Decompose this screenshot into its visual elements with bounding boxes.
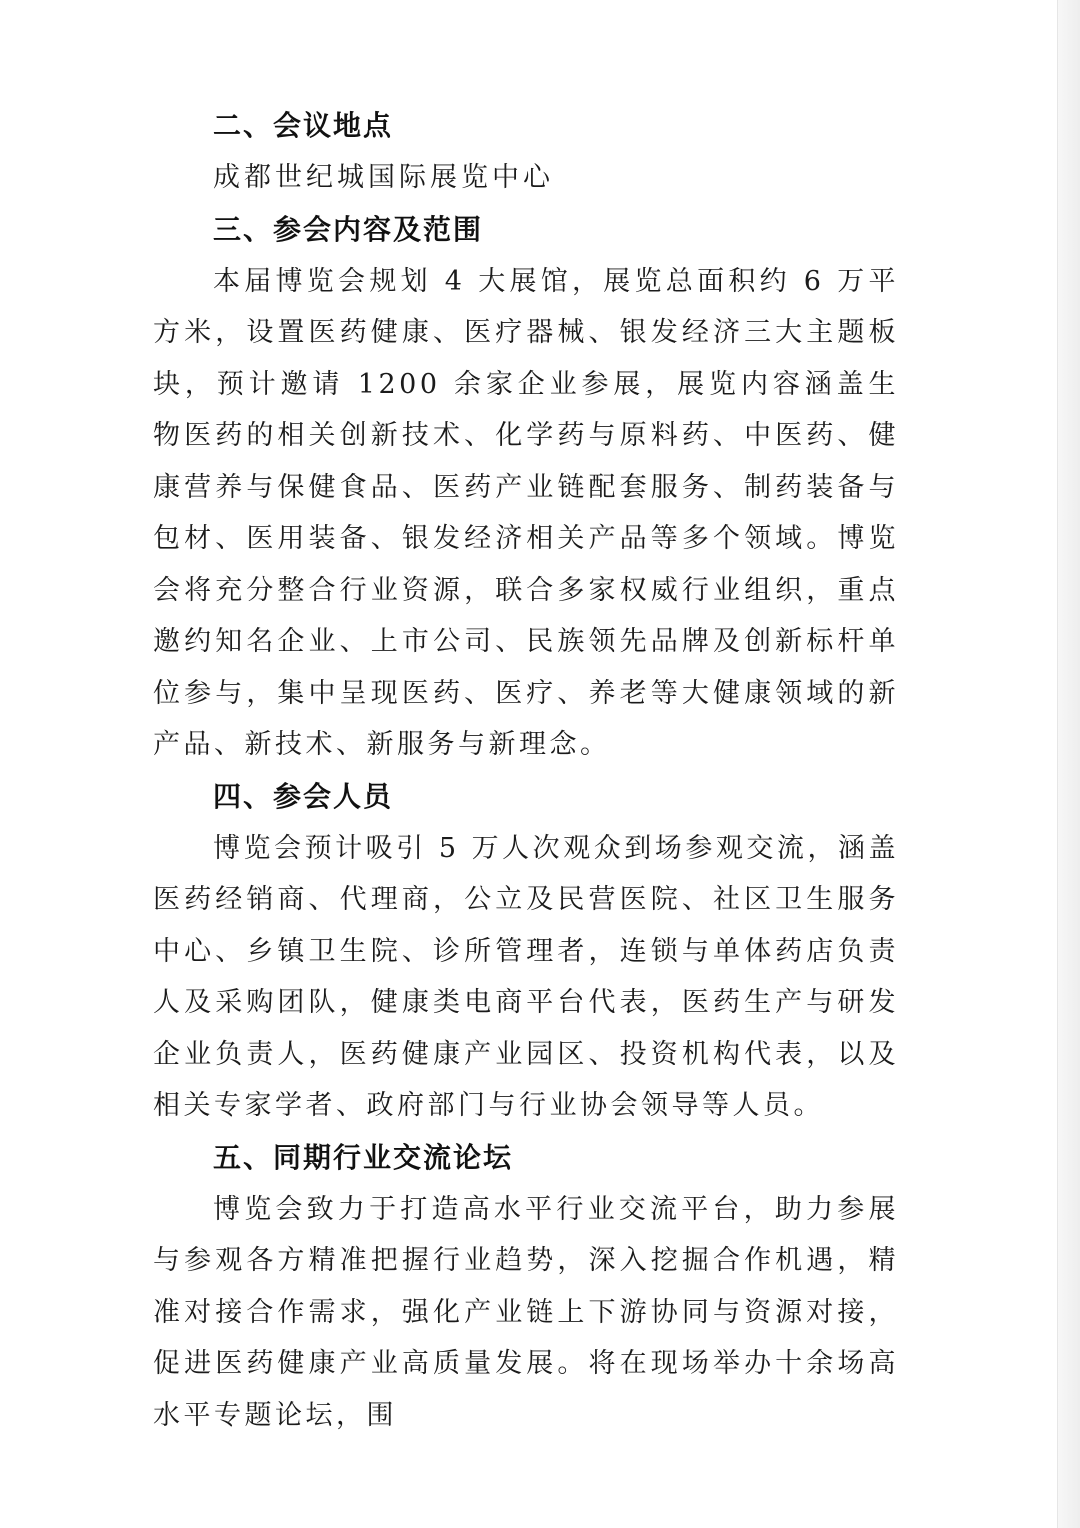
- document-body: [153, 100, 899, 1441]
- section-paragraph-scope: 本届博览会规划 4 大展馆，展览总面积约 6 万平方米，设置医药健康、医疗器械、银发经济三大主题板块，预计邀请 1200 余家企业参展，展览内容涵盖生物医药的相关创新技术、化学药与原料药、中医药、健康营养与保健食品、医药产业链配套服务、制药装备与包材、医用装备、银发经济相关产品等多个领域。博览会将充分整合行业资源，联合多家权威行业组织，重点邀约知名企业、上市公司、民族领先品牌及创新标杆单位参与，集中呈现医药、医疗、养老等大健康领域的新产品、新技术、新服务与新理念。: [153, 265, 899, 760]
- section-heading-attendees: 四、参会人员: [213, 779, 394, 813]
- section-paragraph-venue: 成都世纪城国际展览中心: [213, 162, 554, 193]
- section-heading-scope: 三、参会内容及范围: [213, 212, 484, 246]
- page-edge-shadow: [1057, 0, 1080, 1528]
- section-heading-forum: 五、同期行业交流论坛: [213, 1140, 514, 1174]
- section-paragraph-attendees: 博览会预计吸引 5 万人次观众到场参观交流，涵盖医药经销商、代理商，公立及民营医院、社区卫生服务中心、乡镇卫生院、诊所管理者，连锁与单体药店负责人及采购团队，健康类电商平台代表，医药生产与研发企业负责人，医药健康产业园区、投资机构代表，以及相关专家学者、政府部门与行业协会领导等人员。: [153, 832, 899, 1121]
- section-paragraph-forum: 博览会致力于打造高水平行业交流平台，助力参展与参观各方精准把握行业趋势，深入挖掘合作机遇，精准对接合作需求，强化产业链上下游协同与资源对接，促进医药健康产业高质量发展。将在现场举办十余场高水平专题论坛，围: [153, 1193, 899, 1431]
- section-heading-venue: 二、会议地点: [213, 109, 394, 142]
